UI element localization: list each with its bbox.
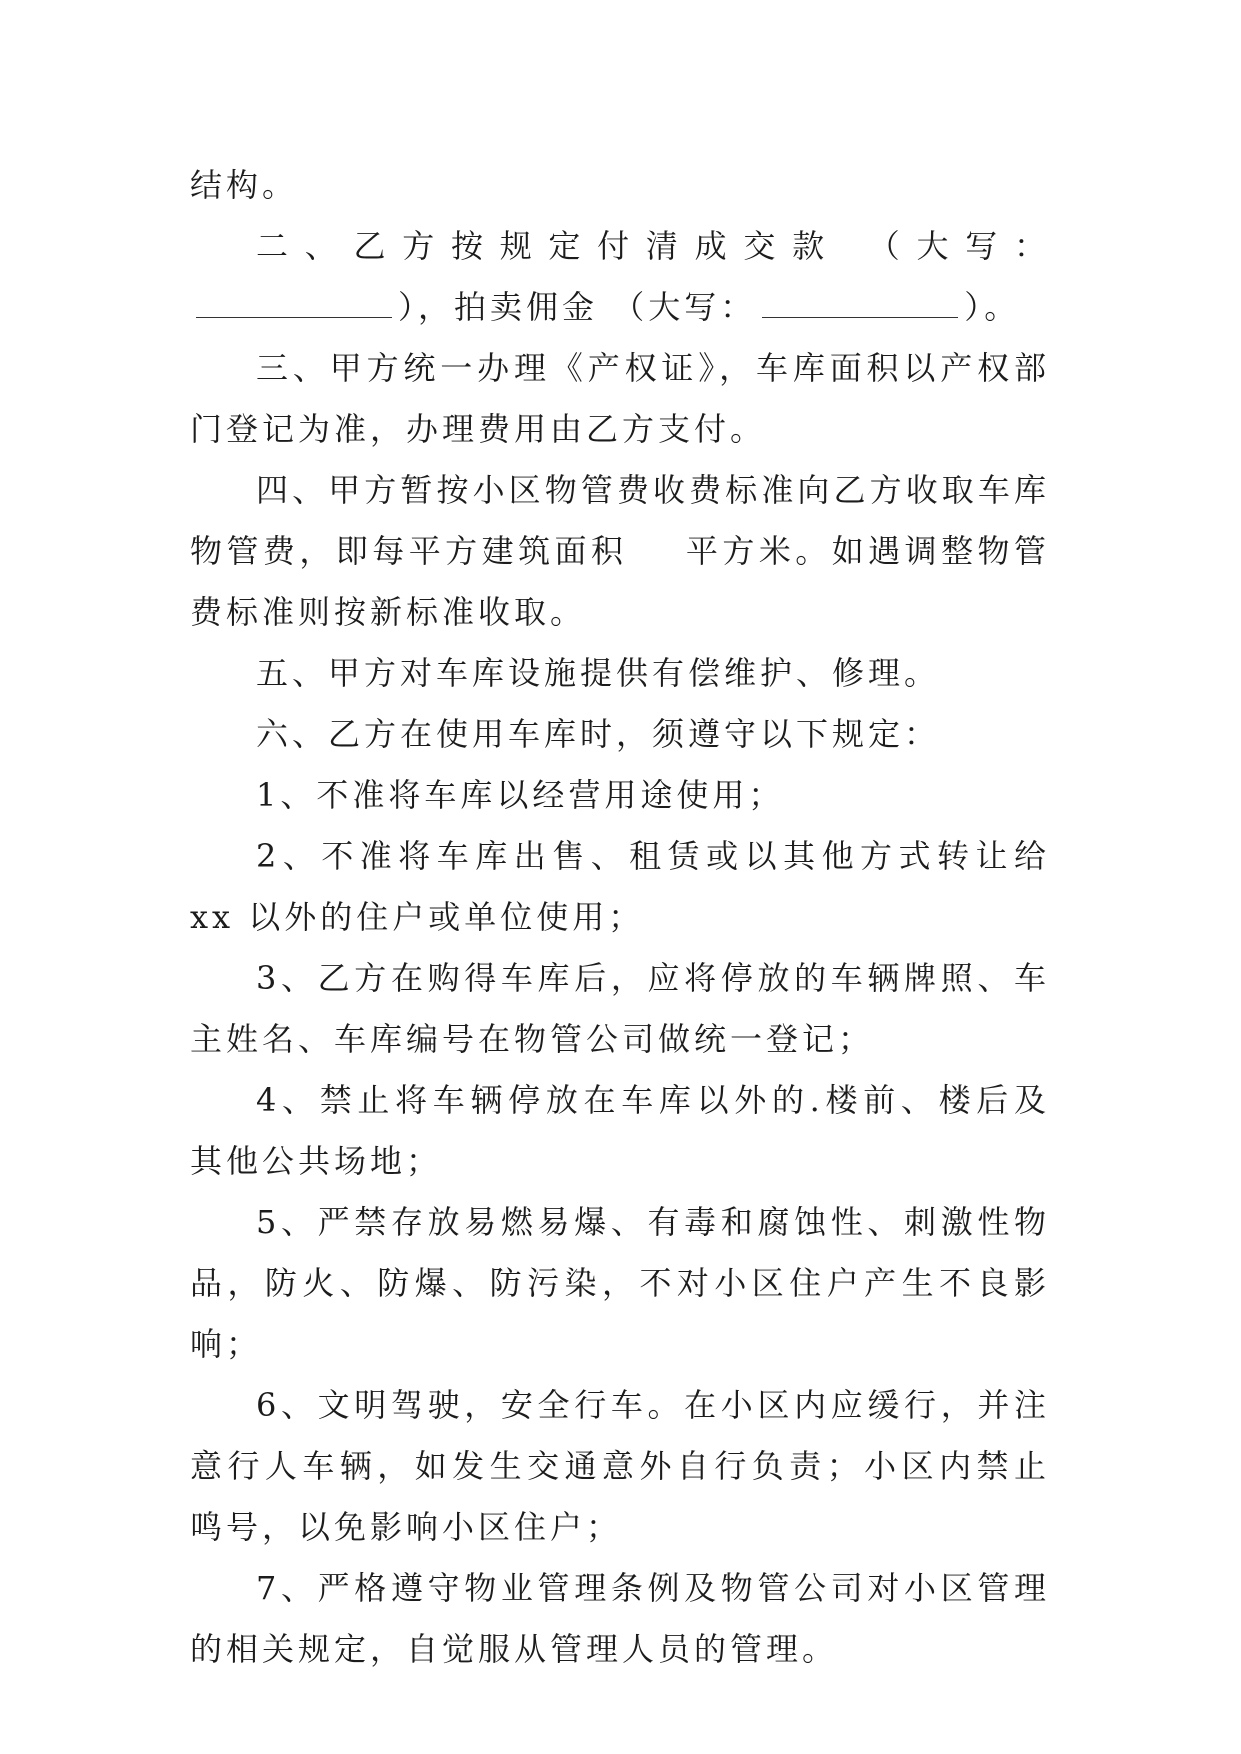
paragraph-clause-2: [190, 216, 1050, 338]
rule-item-2: 2、不准将车库出售、租赁或以其他方式转让给 xx 以外的住户或单位使用；: [190, 837, 1050, 936]
commission-blank-line: [762, 291, 958, 318]
clause-2-text-c: 拍卖佣金 （大写：: [454, 288, 757, 326]
paragraph-clause-3: 三、甲方统一办理《产权证》，车库面积以产权部门登记为准，办理费用由乙方支付。: [190, 349, 1050, 448]
rule-item-1: 1、不准将车库以经营用途使用；: [256, 776, 785, 814]
rule-item-7: 7、严格遵守物业管理条例及物管公司对小区管理的相关规定，自觉服从管理人员的管理。: [190, 1569, 1050, 1668]
clause-4-text-b: 平方米。如遇调整物管费标准则按新标准收取。: [190, 532, 1050, 631]
clause-4-text-a: 四、甲方暂按小区物管费收费标准向乙方收取车库物管费，即每平方建筑面积: [190, 471, 1050, 570]
amount-blank-line: [196, 291, 392, 318]
paragraph-clause-5: 五、甲方对车库设施提供有偿维护、修理。: [256, 654, 941, 692]
clause-2-text-b: ），: [398, 288, 455, 326]
rule-item-4: 4、禁止将车辆停放在车库以外的.楼前、楼后及其他公共场地；: [190, 1081, 1050, 1180]
document-body: [190, 155, 1050, 1680]
clause-2-text-a: 二、乙方按规定付清成交款 （大写：: [256, 227, 1050, 265]
clause-2-text-d: ）。: [964, 288, 1021, 326]
paragraph-clause-4: [190, 460, 1050, 643]
rule-item-6: 6、文明驾驶，安全行车。在小区内应缓行，并注意行人车辆，如发生交通意外自行负责；小区内禁止鸣号，以免影响小区住户；: [190, 1386, 1050, 1546]
rule-item-5: 5、严禁存放易燃易爆、有毒和腐蚀性、刺激性物品，防火、防爆、防污染，不对小区住户产生不良影响；: [190, 1203, 1050, 1363]
paragraph-clause-6: 六、乙方在使用车库时，须遵守以下规定：: [256, 715, 941, 753]
rule-item-3: 3、乙方在购得车库后，应将停放的车辆牌照、车主姓名、车库编号在物管公司做统一登记；: [190, 959, 1050, 1058]
paragraph-structure-end: 结构。: [190, 166, 299, 204]
